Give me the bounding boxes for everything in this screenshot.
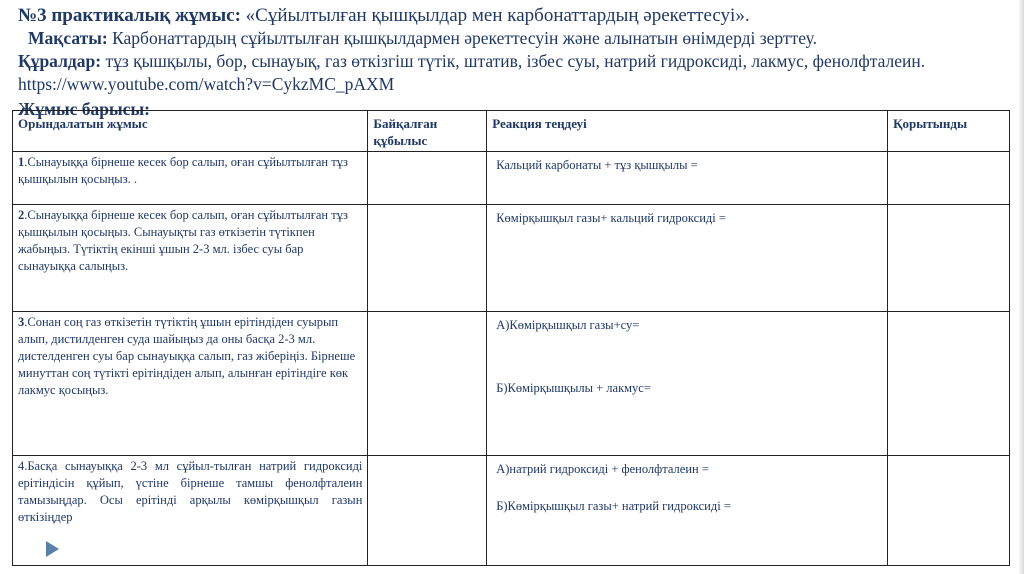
task-text: .Сынауыққа бірнеше кесек бор салып, оған сұйылтылған тұз қышқылын қосыңыз. . [18,155,348,186]
tools-line [18,50,998,96]
tools-label: Құралдар: [18,51,102,71]
step-number: 1 [18,155,25,169]
goal-line [18,27,998,50]
title-number: №3 практикалық жұмыс: [18,5,241,26]
table-header-row [13,111,1010,152]
task-cell [13,152,368,205]
equation-a: Кальций карбонаты + тұз қышқылы = [496,158,698,172]
task-text: 4.Басқа сынауыққа 2-3 мл сұйыл-тылған натрий гидроксиді ерітіндісін құйып, үстіне бірнеше тамшы фенолфталеин тамызыңдар. Осы ерітінді арқылы көмірқышқыл газын өткізіңдер [18,459,363,524]
goal-label: Мақсаты: [28,28,108,48]
task-text: .Сынауыққа бірнеше кесек бор салып, оған сұйылтылған тұз қышқылын қосыңыз. Сынауықты газ өткізетін түтікпен жабыңыз. Түтіктің екінші ұшын 2-3 мл. ізбес суы бар сынауыққа салыңыз. [18,208,348,273]
equation-a: Көмірқышқыл газы+ кальций гидроксиді = [496,211,726,225]
observation-cell[interactable] [368,205,487,312]
page-title [18,4,998,27]
slide-header [18,4,998,96]
column-header-conclusion: Қорытынды [888,111,1010,152]
task-cell [13,205,368,312]
work-table [12,110,1010,566]
equation-b: Б)Көмірқышқыл газы+ натрий гидроксиді = [496,499,731,513]
equation-cell[interactable] [487,456,888,566]
column-header-equation: Реакция теңдеуі [487,111,888,152]
equation-a: А)Көмірқышқыл газы+су= [496,318,640,332]
slide-edge [1018,0,1024,574]
conclusion-cell[interactable] [888,152,1010,205]
column-header-observation: Байқалған құбылыс [368,111,487,152]
equation-a: А)натрий гидроксиді + фенолфталеин = [496,462,709,476]
observation-cell[interactable] [368,312,487,456]
observation-cell[interactable] [368,152,487,205]
table-row [13,456,1010,566]
equation-cell[interactable] [487,312,888,456]
table-row [13,152,1010,205]
conclusion-cell[interactable] [888,205,1010,312]
equation-cell[interactable] [487,205,888,312]
task-cell [13,456,368,566]
tools-text: тұз қышқылы, бор, сынауық, газ өткізгіш түтік, штатив, ізбес суы, натрий гидроксиді, лакмус, фенолфталеин. [101,51,926,71]
task-cell [13,312,368,456]
observation-cell[interactable] [368,456,487,566]
goal-text: Карбонаттардың сұйылтылған қышқылдармен әрекеттесуін және алынатын өнімдерді зерттеу. [107,28,817,48]
table-row [13,312,1010,456]
task-text: .Сонан соң газ өткізетін түтіктің ұшын ерітіндіден суырып алып, дистилденген суда шайыңыз да оны басқа 2-3 мл. дистелденген суы бар сынауыққа салып, газ жіберіңіз. Бірнеше минуттан соң түтікті ерітіндіден алып, алынған ерітіндіге көк лакмус қосыңыз. [18,315,356,397]
equation-cell[interactable] [487,152,888,205]
table-row [13,205,1010,312]
step-number: 2 [18,208,25,222]
conclusion-cell[interactable] [888,312,1010,456]
play-icon[interactable] [46,541,59,557]
conclusion-cell[interactable] [888,456,1010,566]
title-text: «Сұйылтылған қышқылдар мен карбонаттардың әрекеттесуі». [240,5,750,26]
column-header-task: Орындалатын жұмыс [13,111,368,152]
step-number: 3 [18,315,25,329]
equation-b: Б)Көмірқышқылы + лакмус= [496,381,651,395]
steps-heading: Жұмыс барысы: [18,99,150,119]
video-link[interactable]: https://www.youtube.com/watch?v=CykzMC_pAXM [18,74,395,94]
